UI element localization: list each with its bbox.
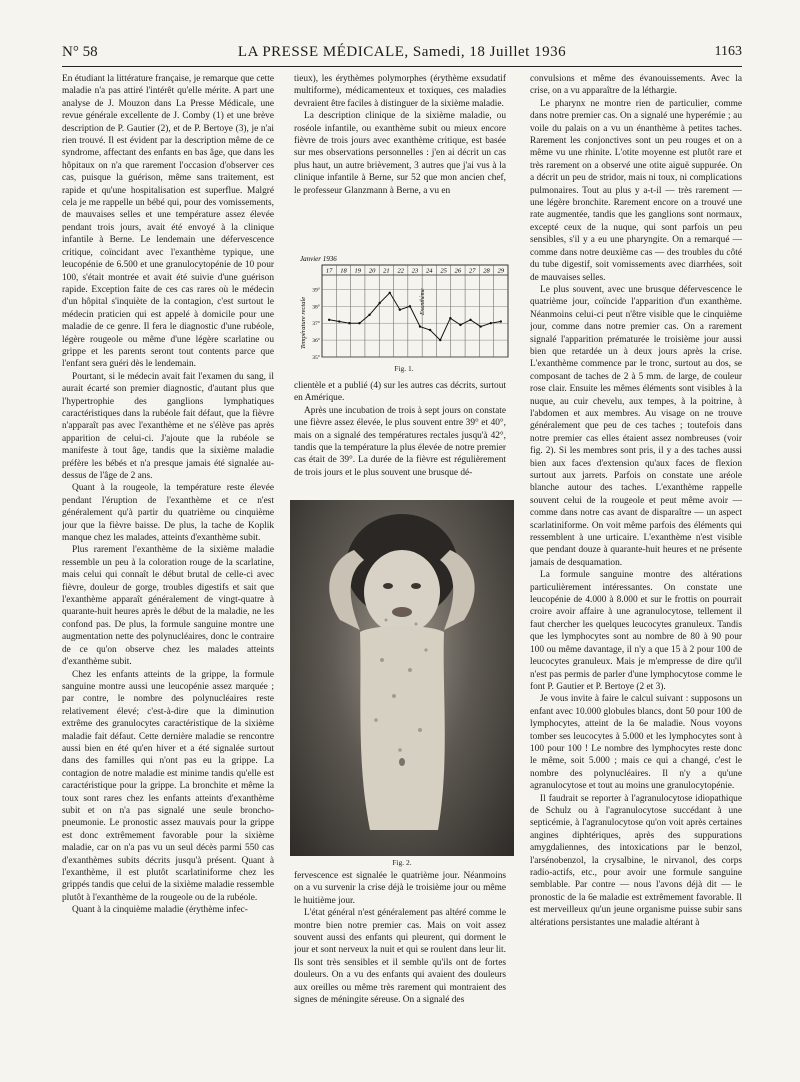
chart-temp-point <box>399 309 401 311</box>
paragraph: Pourtant, si le médecin avait fait l'examen du sang, il aurait écarté son premier diagnostic, d'autant plus que l'hypertrophie des ganglions lymphatiques caractéristiques dans la rubéole fait défaut, que la fièvre n'apparaît pas avec l'exanthème et ne s'élève pas après apparition de celui-ci. J'ajoute que la rubéole se manifeste à tout âge, tandis que la sixième maladie préfère les bébés et n'a presque jamais été signalée au-dessus de l'âge de 2 ans. <box>62 371 274 481</box>
chart-y-label: Température rectale <box>300 296 307 349</box>
chart-temp-point <box>449 317 451 319</box>
photo-torso <box>360 626 445 830</box>
paragraph: Plus rarement l'exanthème de la sixième maladie ressemble un peu à la coloration rouge de la scarlatine, mais celui qui connaît le début brutal de celle-ci avec fièvre, douleur de gorge, troubles digestifs et sait que l'exanthème apparaît généralement de vingt-quatre à quarante-huit heures après le début de la maladie, ne les confond pas. De plus, la formule sanguine montre une augmentation nette des polynucléaires, donc le contraire de ce qu'on observe chez les malades atteints d'exanthème subit. <box>62 545 274 668</box>
issue-number: N° 58 <box>62 44 98 60</box>
figure-2-caption: Fig. 2. <box>392 858 412 867</box>
chart-annotation: Exanthème <box>420 288 426 315</box>
paragraph: Quant à la cinquième maladie (érythème infec- <box>72 905 248 916</box>
column-2-middle <box>294 380 506 496</box>
paragraph: L'état général n'est généralement pas altéré comme le montre bien notre premier cas. Mais on voit assez souvent aussi des enfants qui pleurent, qui dorment le jour et sont nerveux la nuit et qui se roulent dans leur lit. Ils sont très sensibles et il semble qu'ils ont de fortes douleurs. On a vu des enfants qui avaient des douleurs aux oreilles ou même très rarement qui montraient des signes de méningite séreuse. On a signalé des <box>294 908 506 1006</box>
paragraph: tieux), les érythèmes polymorphes (érythème exsudatif multiforme), médicamenteux et toxiques, ces maladies devraient être faciles à distinguer de la sixième maladie. <box>294 74 506 109</box>
chart-temp-point <box>389 292 391 294</box>
temperature-chart <box>296 253 512 365</box>
chart-day-label: 28 <box>483 267 490 275</box>
paragraph: Quant à la rougeole, la température reste élevée pendant l'éruption de l'exanthème et ce n'est généralement qu'à partir du quatrième ou cinquième jour que la fièvre baisse. De plus, la tache de Koplik manque chez les malades, atteints d'exanthème subit. <box>62 483 274 544</box>
chart-day-label: 26 <box>454 267 462 275</box>
chart-temp-point <box>378 302 380 304</box>
chart-temp-point <box>338 320 340 322</box>
chart-y-tick-label: 39° <box>312 287 320 294</box>
chart-temp-point <box>419 325 421 327</box>
chart-temp-point <box>439 339 441 341</box>
photo-face <box>364 550 440 634</box>
page-number: 1163 <box>714 44 742 59</box>
chart-day-label: 22 <box>397 267 404 275</box>
temperature-chart-svg <box>296 253 512 365</box>
chart-day-label: 29 <box>497 267 505 275</box>
paragraph: Il faudrait se reporter à l'agranulocytose idiopathique de Schulz ou à l'agranulocytose succédant à une septicémie, à l'agranulocytose qu'on voit après certaines angines diphtériques, après des suppurations amygdaliennes, des intoxications par le benzol, l'arsénobenzol, la crysalbine, le nirvanol, des corps radio-actifs, etc., pour avoir une formule sanguine semblable. Par contre — nous l'avons déjà dit — le pronostic de la 6e maladie est extrêmement favorable. Il est merveilleux qu'un jeune organisme puisse subir sans altérations persistantes une maladie altérant à <box>530 793 742 928</box>
chart-temp-point <box>459 324 461 326</box>
column-2-top <box>294 73 506 253</box>
chart-day-label: 21 <box>383 267 390 275</box>
column-1 <box>62 73 274 1033</box>
chart-temp-point <box>429 329 431 331</box>
chart-temp-point <box>368 314 370 316</box>
chart-temp-point <box>479 325 481 327</box>
photo-eye-right <box>411 583 421 589</box>
chart-frame <box>322 265 508 357</box>
chart-day-label: 27 <box>468 267 476 275</box>
paragraph: clientèle et a publié (4) sur les autres cas décrits, surtout en Amérique. <box>294 381 506 404</box>
chart-temp-line <box>329 293 501 340</box>
figure-1-caption: Fig. 1. <box>394 364 414 373</box>
chart-day-label: 20 <box>368 267 376 275</box>
chart-day-label: 18 <box>340 267 347 275</box>
paragraph: En étudiant la littérature française, je remarque que cette maladie n'a pas attiré l'intérêt qu'elle mérite. A part une analyse de J. Mouzon dans La Presse Médicale, une revue générale excellente de J. Comby (1) et une brève description de P. Gautier (2), et de P. Bertoye (3), je n'ai rien trouvé. Il est évident par la description même de ce syndrome, affectant des enfants en bas âge, que dans les hôpitaux on n'a que rarement l'occasion d'observer ces cas, puisque la guérison, même sans traitement, est rapide et qu'une hospitalisation est superflue. Malgré cela je me rappelle un bébé qui, pour des vomissements, de mauvaises selles et une température assez élevée pendant trois jours, avait été envoyé à la clinique infantile à Berne. Le lendemain une défervescence critique, coïncidant avec l'exanthème typique, une leucopénie de 6.500 et une granulocytopénie de 10 pour 100, s'était montrée et avait été suivie d'une guérison rapide. Exception faite de ces cas rares où le médecin d'un hôpital s'inquiète de la contagion, c'est surtout le médecin praticien qui est appelé à domicile pour une maladie de ce genre. Il fera le diagnostic d'une rubéole, légère rougeole ou même d'une légère scarlatine ou grippe et les parents seront tout contents parce que l'enfant sera guéri dès le lendemain. <box>62 74 274 370</box>
column-3 <box>530 73 742 1033</box>
chart-temp-point <box>328 319 330 321</box>
chart-temp-point <box>409 305 411 307</box>
photo-navel <box>399 758 405 766</box>
chart-day-label: 19 <box>354 267 362 275</box>
chart-y-tick-label: 38° <box>312 304 320 311</box>
chart-y-tick-label: 35° <box>312 355 320 361</box>
chart-temp-point <box>348 322 350 324</box>
paragraph: La description clinique de la sixième maladie, ou roséole infantile, ou exanthème subit ou mieux encore fièvre de trois jours avec exanthème critique, est basée sur mes observations personnelles : j'en ai décrit un cas plus haut, un autre brièvement, 3 autres que j'ai vus à la clinique infantile à Berne, sur 52 que mon ancien chef, le professeur Glanzmann à Berne, a vu en <box>294 111 506 196</box>
paragraph: La formule sanguine montre des altérations particulièrement intéressantes. On constate une leucopénie de 4.000 à 8.000 et sur le frottis on pourrait croire avoir affaire à une agranulocytose, tellement il faut chercher les quelques leucocytes granuleux. Tandis que les lymphocytes sont au nombre de 80 à 90 pour 100 ou même davantage, il n'y a que 15 à 2 pour 100 de leucocytes granuleux. Mais je m'empresse de dire qu'il n'est pas permis de parler d'une lymphocytose comme le font P. Gautier et P. Bertoye (2 et 3). <box>530 570 742 692</box>
chart-month-label: Janvier 1936 <box>300 255 337 263</box>
paragraph: Je vous invite à faire le calcul suivant : supposons un enfant avec 10.000 globules blancs, dont 50 pour 100 de lymphocytes, atteint de la 6e maladie. Nous voyons tomber ses leucocytes à 5.000 et les lymphocytes sont à 100 pour 100 ! Le nombre des lymphocytes reste donc le même, soit 5.000 ; mais ce qui a changé, c'est le nombre des polynucléaires. Il n'y a qu'une agranulocytose et tout au moins une granulocytopénie. <box>530 694 742 792</box>
paragraph: convulsions et même des évanouissements. Avec la crise, on a vu apparaître de la léthargie. <box>530 74 742 97</box>
chart-day-label: 24 <box>426 267 433 275</box>
page-header <box>62 40 742 67</box>
chart-y-tick-label: 37° <box>312 321 320 328</box>
photo-mouth <box>392 607 412 617</box>
paragraph: Après une incubation de trois à sept jours on constate une fièvre assez élevée, le plus souvent entre 39° et 40°, mais on a signalé des températures rectales jusqu'à 42°, tandis que la température la plus élevée de notre premier cas était de 39°. La durée de la fièvre est régulièrement de trois jours et le plus souvent une brusque dé- <box>294 405 506 478</box>
paragraph: Chez les enfants atteints de la grippe, la formule sanguine montre aussi une leucopénie assez marquée ; par contre, le nombre des polynucléaires reste relativement élevé; c'est-à-dire que la diminution extrême des granulocytes caractéristique de la sixième maladie fait défaut. Cette dernière maladie se rencontre aussi bien en été qu'en hiver et a été signalée surtout dans des familles qui n'ont pas eu la grippe. La contagion de notre maladie est minime tandis qu'elle est caractéristique pour la grippe. La bronchite et même la toux sont rares chez les enfants atteints d'exanthème subit et on n'a pas signalé une seule broncho-pneumonie. Le pronostic assez mauvais pour la grippe est donc extrêmement favorable pour la sixième maladie, car on n'a pas vu un seul décès parmi 550 cas d'exanthèmes subits décrits jusqu'à présent. Quant à l'exanthème, il est plutôt scarlatiniforme chez les grippés tandis que celui de la sixième maladie ressemble plutôt à l'exanthème de la rougeole ou de la rubéole. <box>62 669 274 903</box>
chart-day-label: 17 <box>325 267 333 275</box>
photo-eye-left <box>383 583 393 589</box>
chart-temp-point <box>358 322 360 324</box>
paragraph: Le plus souvent, avec une brusque défervescence le quatrième jour, coïncide l'apparition d'un exanthème. Néanmoins celui-ci peut n'être visible que le cinquième jour, comme dans notre premier cas. On a rarement signalé l'apparition prématurée le troisième jour aussi bien que retardée un à deux jours après la crise. L'exanthème commence par le tronc, surtout au dos, se composant de taches de 2 à 5 mm. de large, de couleur rose clair. Ensuite les mêmes éléments sont visibles à la nuque, au cuir chevelu, aux tempes, à la poitrine, à l'abdomen et aux membres. Au visage on ne trouve généralement que peu de ces taches ; toutefois dans notre premier cas elles étaient assez nombreuses (voir fig. 2). Si les membres sont pris, il y a des taches aussi bien aux faces d'extension qu'aux faces de flexion surtout aux jarrets. Parfois on constate une aréole blanche autour des taches. L'exanthème rappelle souvent celui de la rougeole et peut même avoir — comme dans notre cas avant de disparaître — un aspect scarlatiniforme. On voit même parfois des éléments qui ressemblent à une urticaire. L'exanthème n'est visible que pendant douze à quarante-huit heures et ne présente jamais de desquamation. <box>530 284 742 568</box>
journal-title: LA PRESSE MÉDICALE, Samedi, 18 Juillet 1936 <box>237 44 567 60</box>
paragraph: Le pharynx ne montre rien de particulier, comme dans notre premier cas. On a signalé une hyperémie ; au voile du palais on a vu un énanthème à petites taches. Rarement les conjonctives sont un peu rouges et on a même vu une rhinite. L'otite moyenne est plutôt rare et très rarement on a observé une otite aiguë suppurée. On a décrit un peu de stridor, mais ni toux, ni complications pulmonaires. Tout au plus y a-t-il — très rarement — une légère bronchite. Rarement encore on a trouvé une rate augmentée, tandis que les ganglions sont normaux, excepté ceux de la nuque, qui sont parfois un peu sensibles, s'il y a eu une pharyngite. On a remarqué — comme dans notre deuxième cas — des troubles du côté du tube digestif, soit vomissements avec diarrhées, soit de mauvaises selles. <box>530 98 742 283</box>
column-2-bottom <box>294 870 506 1050</box>
chart-day-label: 23 <box>411 267 419 275</box>
chart-temp-point <box>469 319 471 321</box>
chart-y-tick-label: 36° <box>312 338 320 345</box>
chart-temp-point <box>490 322 492 324</box>
child-photo <box>290 500 514 856</box>
paragraph: fervescence est signalée le quatrième jour. Néanmoins on a vu survenir la crise déjà le troisième jour ou même le huitième jour. <box>294 871 506 906</box>
chart-temp-point <box>500 320 502 322</box>
chart-day-label: 25 <box>440 267 447 275</box>
child-photo-image <box>290 500 514 856</box>
